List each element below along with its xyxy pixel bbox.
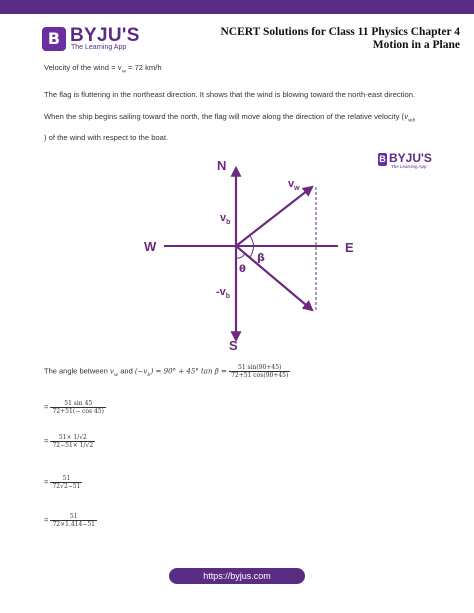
vw-label-symbol: v: [288, 178, 295, 190]
vw-label: [288, 178, 300, 192]
wind-velocity-value: = 72 km/h: [125, 63, 162, 72]
step-1-fraction: [50, 400, 106, 415]
step-2-denominator: 72−51× 1/√2: [52, 442, 94, 449]
south-label: S: [229, 338, 238, 353]
paragraph-ship-sailing: [44, 112, 416, 124]
angle-vw-subscript: w: [113, 371, 119, 378]
equals-sign: =: [44, 515, 49, 525]
paragraph-ship-sailing-text: When the ship begins sailing toward the north, the flag will move along the direction of the relative velocity (: [44, 112, 405, 121]
step-3-fraction: [50, 475, 82, 490]
angle-equation: [44, 364, 290, 379]
equals-sign: =: [44, 436, 49, 446]
beta-label: β: [257, 251, 265, 264]
wind-velocity-label: Velocity of the wind =: [44, 63, 118, 72]
angle-vw-symbol: v: [109, 367, 114, 376]
step-4-fraction: [50, 513, 97, 528]
equation-step-3: [44, 475, 82, 490]
step-3-numerator: 51: [50, 475, 82, 483]
theta-angle-arc: [236, 254, 245, 258]
step-1-denominator: 72+51(− cos 45): [52, 408, 104, 415]
neg-vb-label-subscript: b: [225, 293, 231, 300]
angle-value: = 90° + 45° tan β =: [153, 367, 230, 376]
equals-sign: =: [44, 402, 49, 412]
angle-and: and: [118, 366, 135, 376]
neg-vb-label: [216, 286, 230, 300]
angle-neg-vb-subscript: b: [147, 371, 151, 378]
relative-velocity-symbol: v: [404, 113, 409, 121]
tan-beta-numerator: 51 sin(90+45): [229, 364, 290, 372]
watermark-tagline: The Learning App: [391, 164, 427, 169]
brand-name: BYJU'S: [70, 25, 140, 46]
top-banner-bar: [0, 0, 474, 14]
vb-label: [220, 212, 230, 226]
equation-step-4: [44, 513, 97, 528]
vector-diagram: [140, 150, 370, 355]
east-label: E: [345, 240, 354, 255]
page-title-line-1: NCERT Solutions for Class 11 Physics Chapter 4: [220, 26, 460, 38]
vb-label-subscript: b: [226, 219, 231, 226]
theta-label: θ: [239, 264, 246, 275]
equation-step-1: [44, 400, 106, 415]
page-title: [220, 26, 460, 52]
neg-vb-label-symbol: -v: [216, 286, 226, 298]
equals-sign: =: [44, 477, 49, 487]
byjus-logo-icon: B: [42, 27, 66, 51]
step-2-fraction: [50, 434, 95, 449]
brand-tagline: The Learning App: [71, 44, 127, 51]
paragraph-relative-velocity: ) of the wind with respect to the boat.: [44, 133, 169, 142]
step-3-denominator: 72√2−51: [52, 483, 81, 490]
relative-velocity-vector: [236, 246, 312, 310]
paragraph-flag-direction: The flag is fluttering in the northeast direction. It shows that the wind is blowing toward the north-east direction.: [44, 90, 416, 99]
north-label: N: [217, 158, 227, 173]
wind-velocity-vector: [236, 187, 312, 246]
equation-step-2: [44, 434, 95, 449]
step-2-numerator: 51× 1/√2: [50, 434, 95, 442]
vb-label-symbol: v: [220, 212, 227, 224]
page-title-line-2: Motion in a Plane: [372, 39, 460, 51]
tan-beta-denominator: 72+51 cos(90+45): [231, 372, 289, 379]
wind-velocity-subscript: w: [121, 68, 126, 75]
watermark-logo-icon: B: [379, 154, 386, 164]
step-1-numerator: 51 sin 45: [50, 400, 106, 408]
watermark-brand-name: BYJU'S: [389, 151, 432, 165]
relative-velocity-subscript: wb: [408, 117, 416, 124]
vw-label-subscript: w: [294, 185, 300, 192]
angle-close: ): [150, 367, 154, 376]
west-label: W: [144, 239, 157, 254]
tan-beta-fraction: [229, 364, 290, 379]
step-4-numerator: 51: [50, 513, 97, 521]
step-4-denominator: 72×1.414−51: [52, 521, 95, 528]
footer-website-link[interactable]: https://byjus.com: [169, 568, 305, 584]
angle-neg-vb: (−v: [134, 367, 148, 376]
angle-intro: The angle between: [44, 366, 110, 376]
wind-velocity-line: [44, 63, 162, 75]
wind-velocity-symbol: v: [117, 64, 122, 72]
